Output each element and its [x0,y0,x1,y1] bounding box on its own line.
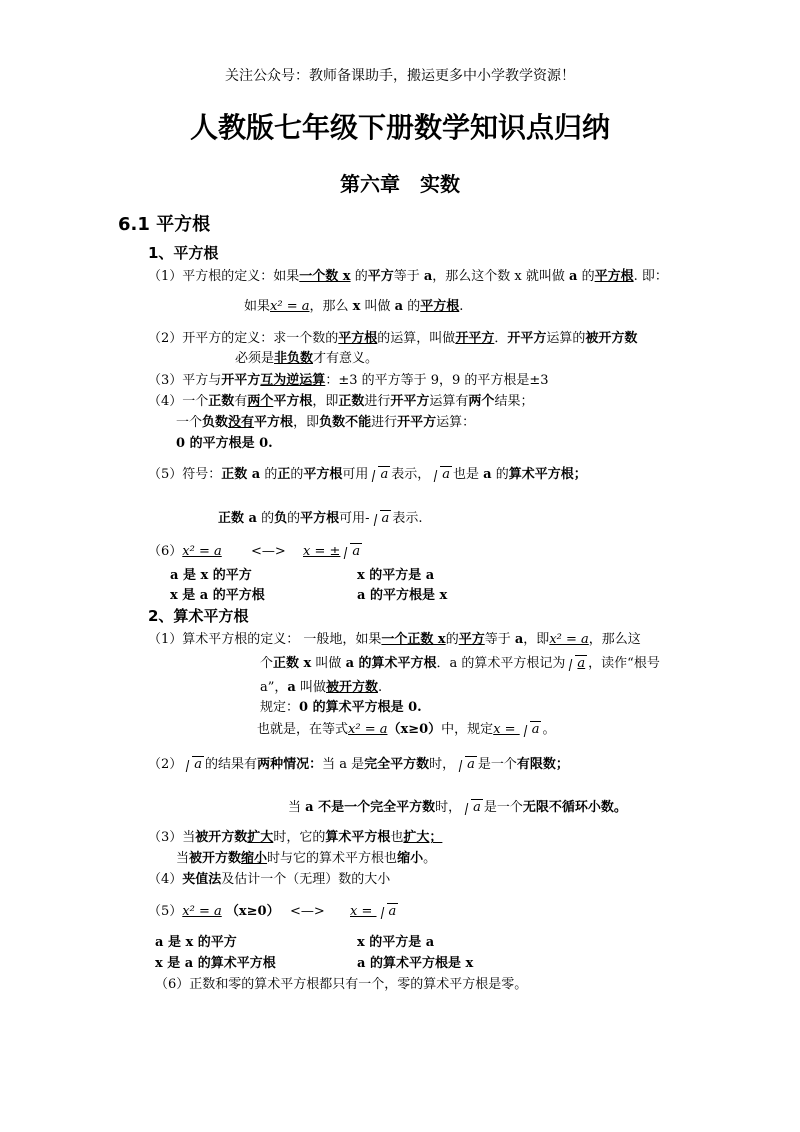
p2-item1-line3: a”，a 叫做被开方数. [260,680,383,695]
page-title: 人教版七年级下册数学知识点归纳 [189,111,610,144]
p1-item1-line2: 如果x² = a，那么 x 叫做 a 的平方根. [244,299,464,314]
sqrt-symbol: a [462,799,483,817]
p2-item5-eq2: x = a [350,904,397,919]
sqrt-symbol: a [183,756,204,774]
p1-item6-r2b: a 的平方根是 x [357,588,448,603]
p1-item4-line1: （4）一个正数有两个平方根，即正数进行开平方运算有两个结果； [148,394,534,409]
p2-item3-line1: （3）当被开方数扩大时，它的算术平方根也扩大； [148,830,443,845]
p1-item1-line1: （1）平方根的定义：如果一个数 x 的平方等于 a，那么这个数 x 就叫做 a 的平方根. 即： [148,269,668,284]
p2-item5-r2b: a 的算术平方根是 x [357,956,474,971]
sqrt-symbol: a [456,756,477,774]
p1-item4-line3: 0 的平方根是 0. [176,436,273,451]
p2-item5-arrow: <—> [290,904,325,919]
sqrt-symbol: a [431,466,452,484]
p2-item1-line1: （1）算术平方根的定义： 一般地，如果一个正数 x的平方等于 a，即x² = a，那么这 [148,632,641,647]
sqrt-symbol: a [566,655,587,673]
sqrt-symbol: a [341,543,362,561]
sqrt-symbol: a [369,466,390,484]
chapter-title: 第六章 实数 [340,172,460,196]
p2-item2-line2: 当 a 不是一个完全平方数时， a 是一个无限不循环小数。 [288,800,627,815]
p2-item5-r1a: a 是 x 的平方 [155,935,237,950]
p1-item6-arrow: <—> [251,544,286,559]
p2-item3-line2: 当被开方数缩小时与它的算术平方根也缩小。 [176,851,437,866]
sqrt-symbol: a [371,510,392,528]
p2-item1-line4: 规定：0 的算术平方根是 0. [260,700,422,715]
p2-item1-line5: 也就是，在等式x² = a（x≥0）中，规定x = a 。 [257,722,556,737]
sqrt-symbol: a [378,903,399,921]
p1-item6-r1b: x 的平方是 a [357,568,435,583]
p1-item2-line2: 必须是非负数才有意义。 [235,351,379,366]
p2-item6: （6）正数和零的算术平方根都只有一个，零的算术平方根是零。 [155,977,528,992]
part1-heading: 1、平方根 [148,244,219,262]
sqrt-symbol: a [521,721,542,739]
top-notice: 关注公众号：教师备课助手，搬运更多中小学教学资源！ [225,68,575,84]
p1-item6-r1a: a 是 x 的平方 [170,568,252,583]
p2-item1-line2: 个正数 x 叫做 a 的算术平方根．a 的算术平方根记为 a ，读作“根号 [260,656,660,671]
p2-item5-eq: （5）x² = a （x≥0） [148,904,280,919]
part2-heading: 2、算术平方根 [148,607,249,625]
p2-item5-r1b: x 的平方是 a [357,935,435,950]
p1-item5-line2: 正数 a 的负的平方根可用- a 表示. [218,511,423,526]
p1-item2-line1: （2）开平方的定义：求一个数的平方根的运算，叫做开平方．开平方运算的被开方数 [148,331,638,346]
section-heading: 6.1 平方根 [118,214,211,235]
p2-item4: （4）夹值法及估计一个（无理）数的大小 [148,872,391,887]
p1-item3: （3）平方与开平方互为逆运算：±3 的平方等于 9，9 的平方根是±3 [148,373,549,388]
p2-item2-line1: （2） a 的结果有两种情况：当 a 是完全平方数时， a 是一个有限数； [148,757,569,772]
p1-item6-eq2: x = ± a [303,544,361,559]
p1-item6-r2a: x 是 a 的平方根 [170,588,265,603]
p1-item5-line1: （5）符号：正数 a 的正的平方根可用 a 表示， a 也是 a 的算术平方根； [148,467,587,482]
p1-item4-line2: 一个负数没有平方根，即负数不能进行开平方运算： [176,415,476,430]
p1-item6-eq: （6）x² = a [148,544,222,559]
p2-item5-r2a: x 是 a 的算术平方根 [155,956,276,971]
